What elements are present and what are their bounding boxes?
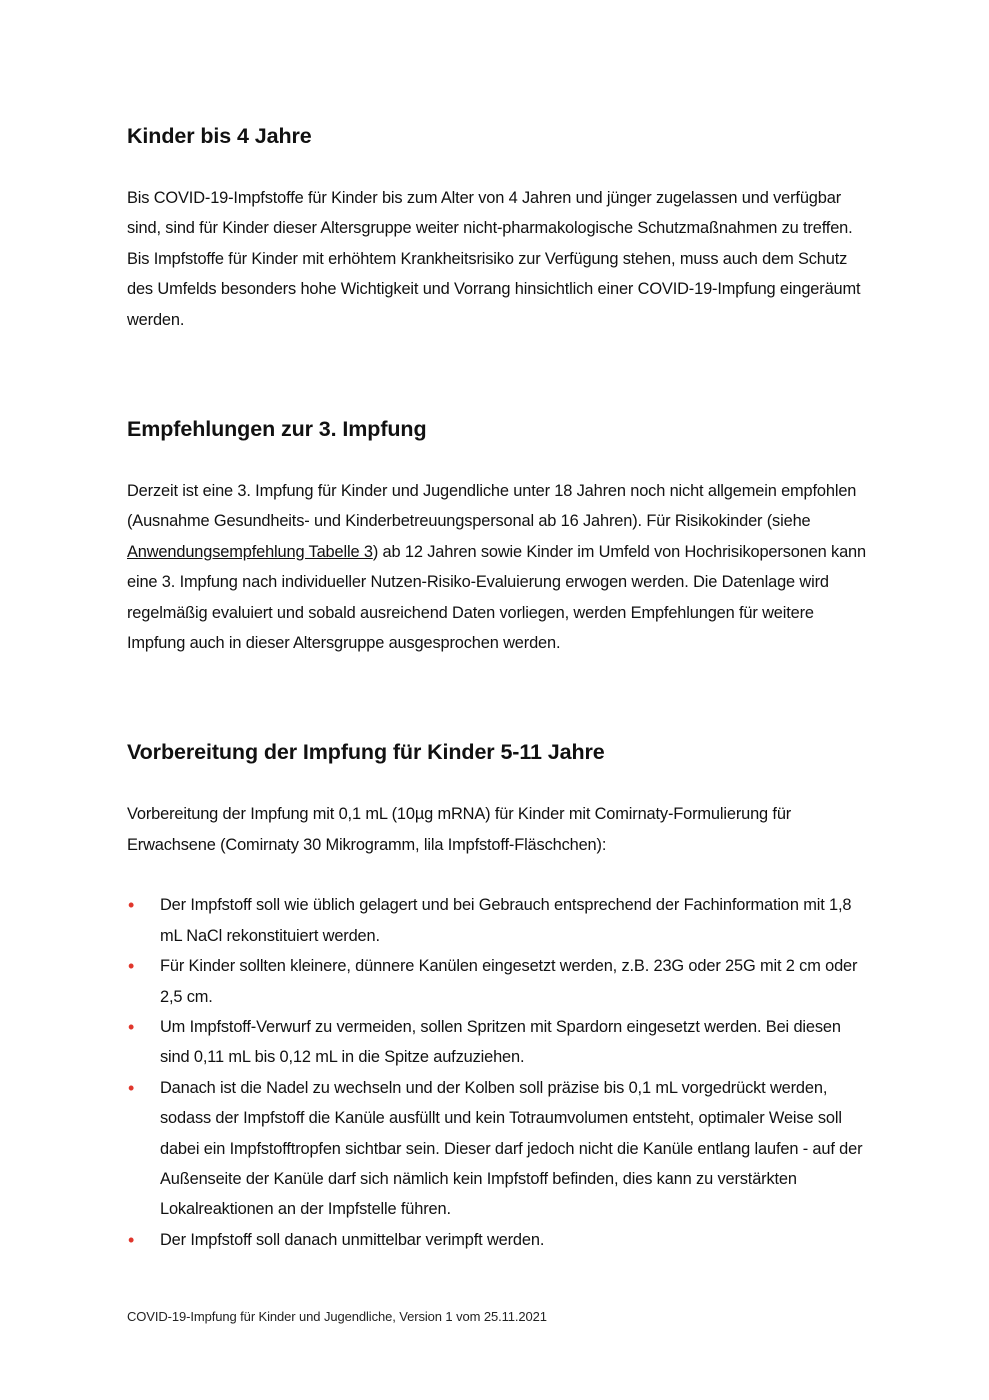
section-heading: Empfehlungen zur 3. Impfung xyxy=(127,417,427,442)
list-item-text: Für Kinder sollten kleinere, dünnere Kanülen eingesetzt werden, z.B. 23G oder 25G mit 2 cm oder 2,5 cm. xyxy=(160,957,858,1006)
list-item-text: Der Impfstoff soll wie üblich gelagert und bei Gebrauch entsprechend der Fachinformation mit 1,8 mL NaCl rekonstituiert werden. xyxy=(160,896,852,945)
list-item xyxy=(127,890,867,951)
section-kinder-bis-4 xyxy=(127,120,867,335)
list-item xyxy=(127,1073,867,1225)
bullet-icon: • xyxy=(128,956,135,977)
anwendungsempfehlung-link[interactable]: Anwendungsempfehlung Tabelle 3 xyxy=(127,542,373,561)
page-footer: COVID-19-Impfung für Kinder und Jugendliche, Version 1 vom 25.11.2021 xyxy=(127,1309,547,1324)
paragraph-text: Derzeit ist eine 3. Impfung für Kinder und Jugendliche unter 18 Jahren noch nicht allgemein empfohlen (Ausnahme Gesundheits- und Kinderbetreuungspersonal ab 16 Jahren). Für Risikokinder (siehe xyxy=(127,482,857,531)
bullet-icon: • xyxy=(128,1016,135,1037)
list-item xyxy=(127,1225,867,1255)
bullet-list xyxy=(127,890,867,1255)
list-item-text: Danach ist die Nadel zu wechseln und der Kolben soll präzise bis 0,1 mL vorgedrückt werden, sodass der Impfstoff die Kanüle ausfüllt und kein Totraumvolumen entsteht, optimaler Weise soll dabei ein Impfstofftropfen sichtbar sein. Dieser darf jedoch nicht die Kanüle entlang laufen - auf der Außenseite der Kanüle darf sich nämlich kein Impfstoff befinden, dies kann zu verstärkten Lokalreaktionen an der Impfstelle führen. xyxy=(160,1078,863,1219)
document-body xyxy=(127,120,867,1255)
section-vorbereitung xyxy=(127,736,867,1255)
bullet-icon: • xyxy=(128,1229,135,1250)
section-paragraph: Vorbereitung der Impfung mit 0,1 mL (10µg mRNA) für Kinder mit Comirnaty-Formulierung für Erwachsene (Comirnaty 30 Mikrogramm, lila Impfstoff-Fläschchen): xyxy=(127,805,792,854)
section-paragraph: Bis COVID-19-Impfstoffe für Kinder bis zum Alter von 4 Jahren und jünger zugelassen und verfügbar sind, sind für Kinder dieser Altersgruppe weiter nicht-pharmakologische Schutzmaßnahmen zu treffen. Bis Impfstoffe für Kinder mit erhöhtem Krankheitsrisiko zur Verfügung stehen, muss auch dem Schutz des Umfelds besonders hohe Wichtigkeit und Vorrang hinsichtlich einer COVID-19-Impfung eingeräumt werden. xyxy=(127,189,861,329)
section-dritte-impfung xyxy=(127,413,867,658)
bullet-icon: • xyxy=(128,1077,135,1098)
bullet-icon: • xyxy=(128,895,135,916)
section-heading: Kinder bis 4 Jahre xyxy=(127,124,312,148)
list-item-text: Um Impfstoff-Verwurf zu vermeiden, sollen Spritzen mit Spardorn eingesetzt werden. Bei diesen sind 0,11 mL bis 0,12 mL in die Spitze aufzuziehen. xyxy=(160,1017,841,1067)
paragraph-text: ) ab 12 Jahren sowie Kinder im Umfeld von Hochrisikopersonen kann eine 3. Impfung nach individueller Nutzen-Risiko-Evaluierung erwogen werden. Die Datenlage wird regelmäßig evaluiert und sobald ausreichend Daten vorliegen, werden Empfehlungen für weitere Impfung auch in dieser Altersgruppe ausgesprochen werden. xyxy=(127,542,866,653)
section-heading: Vorbereitung der Impfung für Kinder 5-11 Jahre xyxy=(127,740,605,765)
list-item-text: Der Impfstoff soll danach unmittelbar verimpft werden. xyxy=(160,1230,545,1249)
section-paragraph xyxy=(127,476,867,658)
list-item xyxy=(127,951,867,1012)
list-item xyxy=(127,1012,867,1073)
